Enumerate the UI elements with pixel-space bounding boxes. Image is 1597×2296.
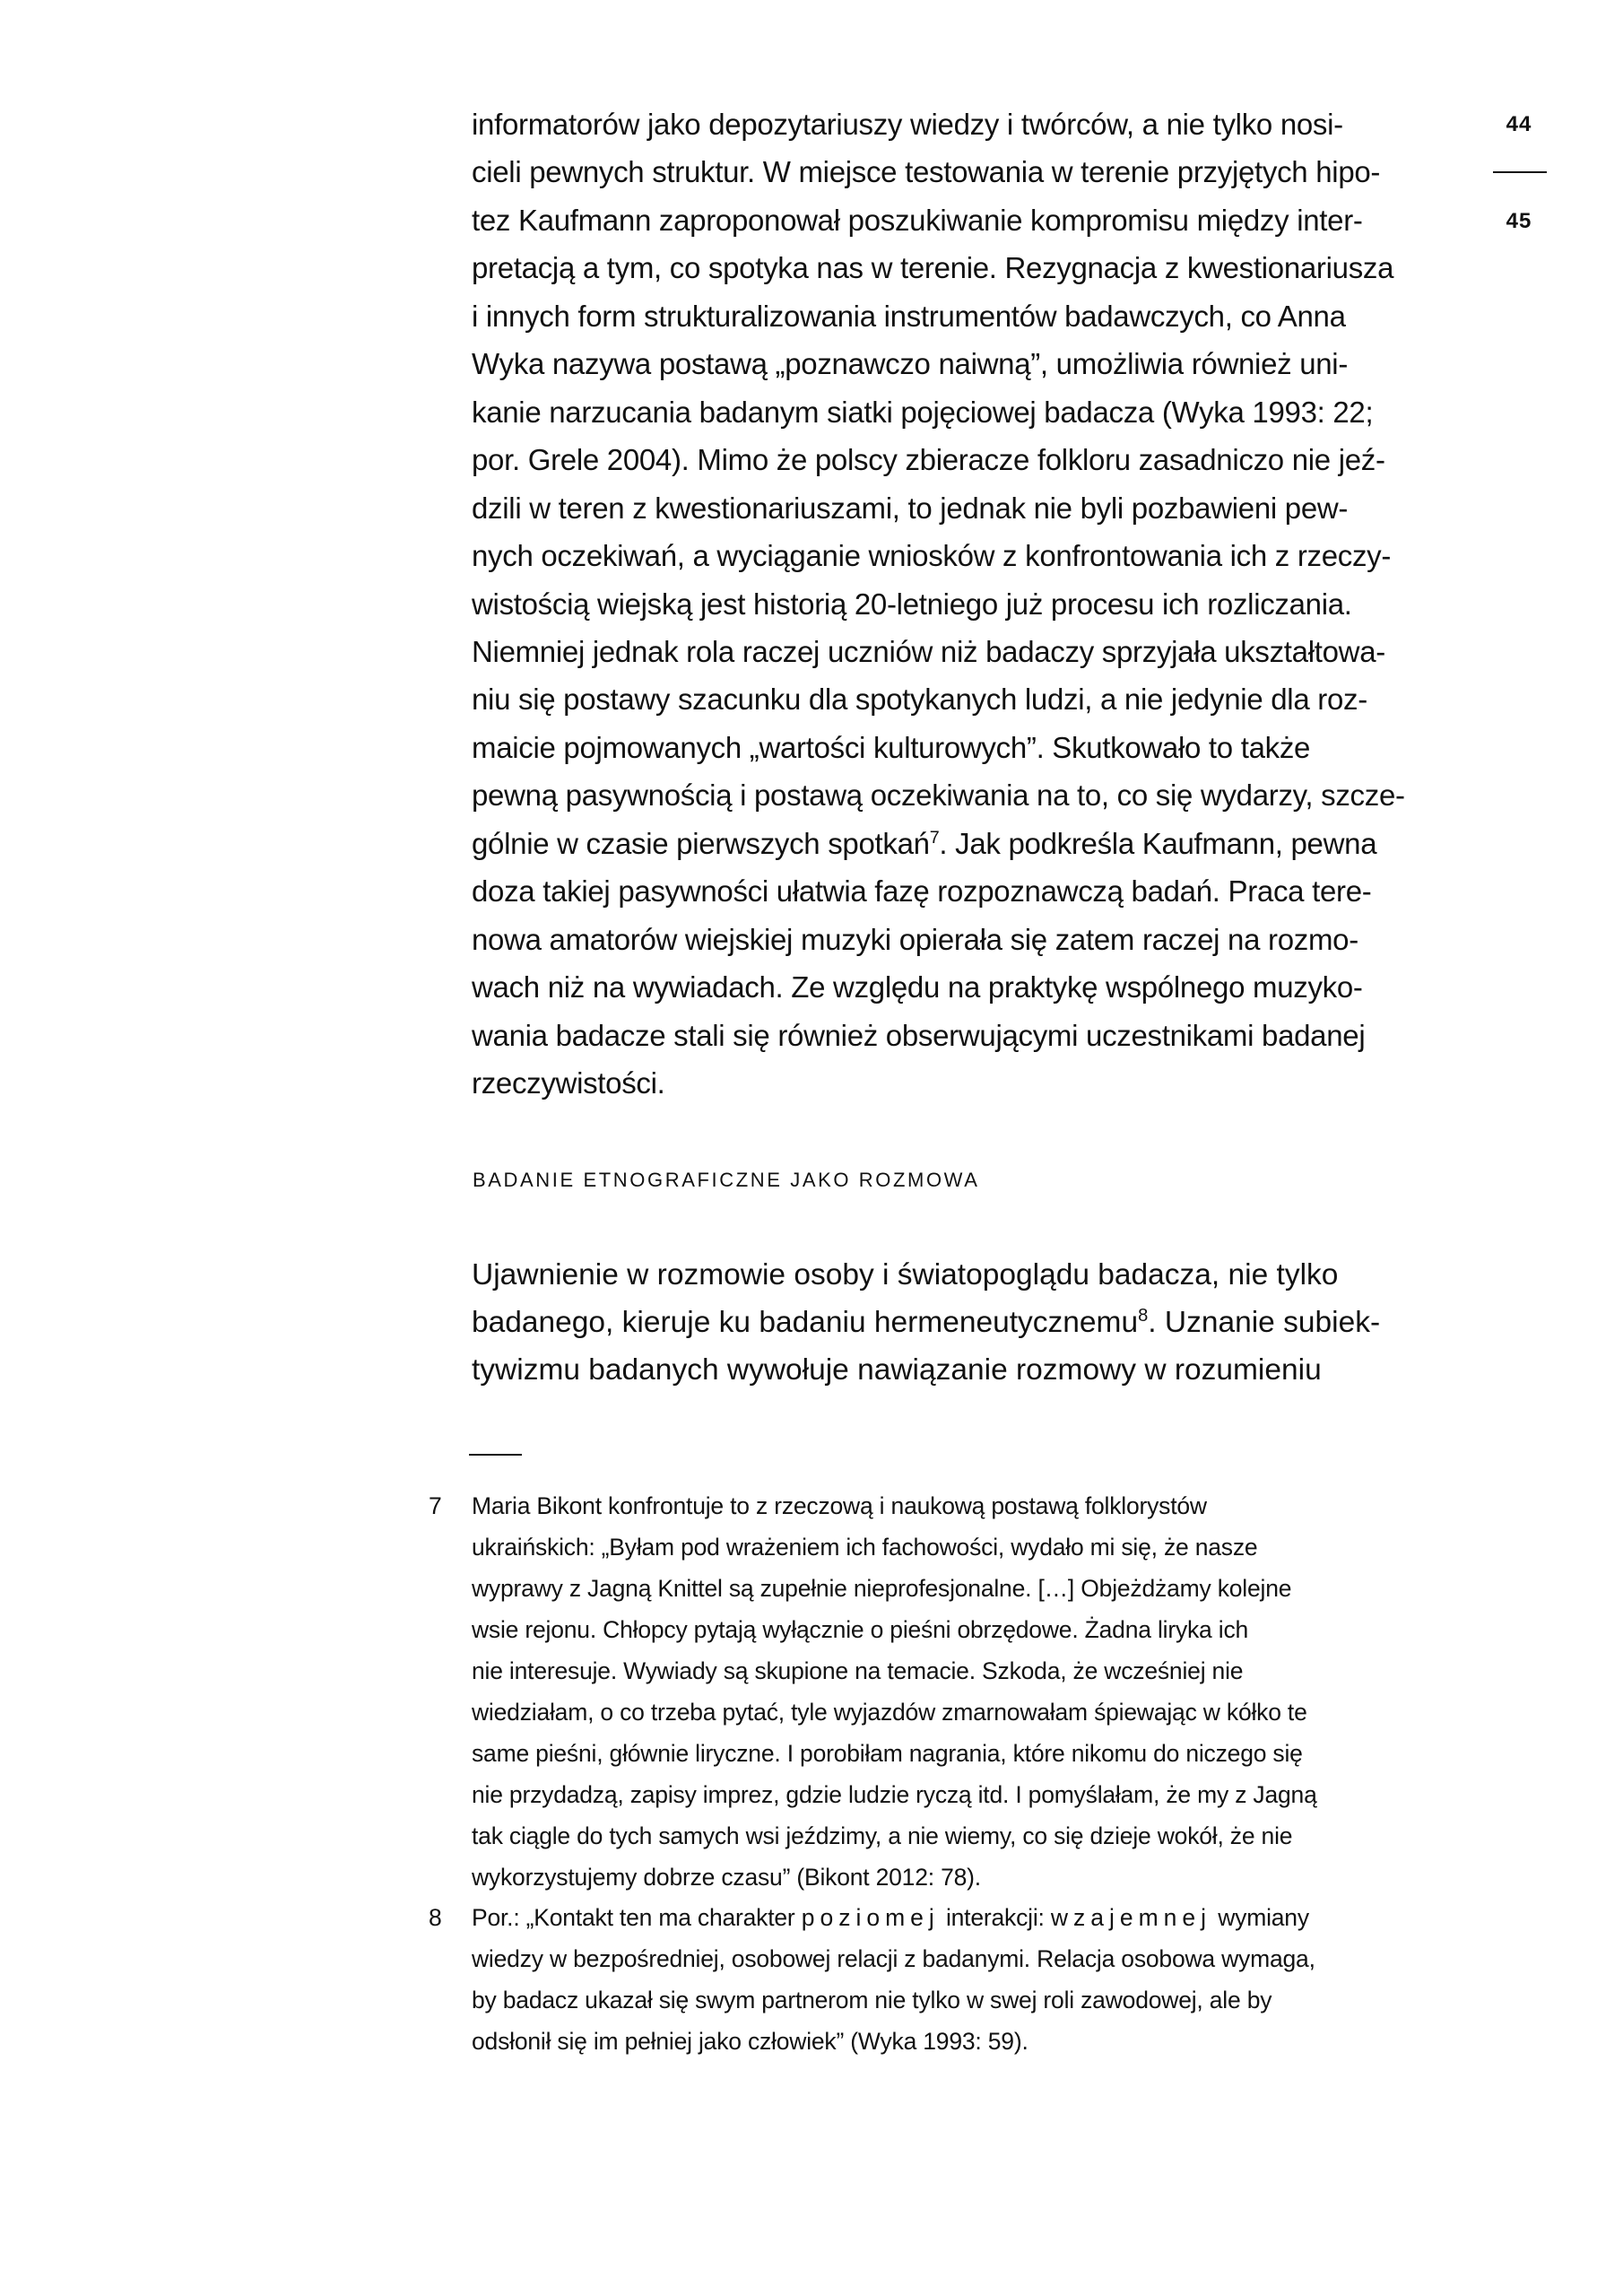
body-line: kanie narzucania badanym siatki pojęciowej badacza (Wyka 1993: 22;: [472, 396, 1374, 429]
footnote-line: tak ciągle do tych samych wsi jeździmy, a nie wiemy, co się dzieje wokół, że nie: [472, 1822, 1293, 1849]
body-line: [472, 1305, 1381, 1339]
body-line: niu się postawy szacunku dla spotykanych ludzi, a nie jedynie dla roz-: [472, 683, 1367, 716]
footnote-line: wiedzy w bezpośredniej, osobowej relacji z badanymi. Relacja osobowa wymaga,: [472, 1945, 1315, 1972]
body-line: wistością wiejską jest historią 20-letniego już procesu ich rozliczania.: [472, 587, 1352, 621]
body-line: nowa amatorów wiejskiej muzyki opierała się zatem raczej na rozmo-: [472, 923, 1358, 956]
section-heading: BADANIE ETNOGRAFICZNE JAKO ROZMOWA: [473, 1169, 980, 1191]
footnote-number: 7: [429, 1492, 442, 1519]
body-line: nych oczekiwań, a wyciąganie wniosków z konfrontowania ich z rzeczy-: [472, 539, 1392, 572]
footnote-reference-8[interactable]: 8: [1138, 1305, 1149, 1326]
body-line: Wyka nazywa postawą „poznawczo naiwną”, umożliwia również uni-: [472, 347, 1349, 380]
footnote-line: nie interesuje. Wywiady są skupione na temacie. Szkoda, że wcześniej nie: [472, 1657, 1244, 1684]
footnote-line: same pieśni, głównie liryczne. I porobiłam nagrania, które nikomu do niczego się: [472, 1740, 1303, 1767]
body-line: doza takiej pasywności ułatwia fazę rozpoznawczą badań. Praca tere-: [472, 874, 1372, 908]
body-line: Ujawnienie w rozmowie osoby i światopoglądu badacza, nie tylko: [472, 1258, 1339, 1292]
body-line: i innych form strukturalizowania instrumentów badawczych, co Anna: [472, 300, 1346, 333]
body-line: tez Kaufmann zaproponował poszukiwanie kompromisu między inter-: [472, 204, 1363, 237]
footnote-line: wykorzystujemy dobrze czasu” (Bikont 2012: 78).: [472, 1864, 981, 1891]
spaced-emphasis: wzajemnej: [1050, 1904, 1212, 1931]
body-line-text: gólnie w czasie pierwszych spotkań: [472, 827, 930, 860]
footnote-reference-7[interactable]: 7: [929, 828, 940, 848]
body-line: maicie pojmowanych „wartości kulturowych”. Skutkowało to także: [472, 731, 1311, 764]
footnote-line: ukraińskich: „Byłam pod wrażeniem ich fachowości, wydało mi się, że nasze: [472, 1534, 1258, 1561]
body-line: Niemniej jednak rola raczej uczniów niż badaczy sprzyjała ukształtowa-: [472, 635, 1385, 668]
footnote-line: nie przydadzą, zapisy imprez, gdzie ludzie ryczą itd. I pomyślałam, że my z Jagną: [472, 1781, 1317, 1808]
body-line: pretacją a tym, co spotyka nas w terenie. Rezygnacja z kwestionariusza: [472, 251, 1394, 284]
body-line: pewną pasywnością i postawą oczekiwania na to, co się wydarzy, szcze-: [472, 778, 1405, 812]
body-line-text: . Jak podkreśla Kaufmann, pewna: [939, 827, 1377, 860]
footnote-line: wyprawy z Jagną Knittel są zupełnie nieprofesjonalne. […] Objeżdżamy kolejne: [472, 1575, 1292, 1602]
page-number-separator: [1493, 171, 1547, 173]
footnote-text: Por.: „Kontakt ten ma charakter: [472, 1904, 802, 1931]
body-line: rzeczywistości.: [472, 1066, 665, 1100]
page-number-right: 45: [1506, 209, 1532, 233]
body-line: por. Grele 2004). Mimo że polscy zbieracze folkloru zasadniczo nie jeź-: [472, 443, 1385, 476]
footnote-line: Maria Bikont konfrontuje to z rzeczową i naukową postawą folklorystów: [472, 1492, 1207, 1519]
footnote-separator: [469, 1454, 522, 1456]
body-line: informatorów jako depozytariuszy wiedzy i twórców, a nie tylko nosi-: [472, 108, 1343, 141]
body-line-text: badanego, kieruje ku badaniu hermeneutycznemu: [472, 1306, 1139, 1339]
footnote-line: odsłonił się im pełniej jako człowiek” (Wyka 1993: 59).: [472, 2028, 1029, 2055]
page-number-left: 44: [1506, 112, 1532, 136]
spaced-emphasis: poziomej: [801, 1904, 940, 1931]
body-line: dzili w teren z kwestionariuszami, to jednak nie byli pozbawieni pew-: [472, 491, 1349, 525]
footnote-line: wiedziałam, o co trzeba pytać, tyle wyjazdów zmarnowałam śpiewając w kółko te: [472, 1699, 1307, 1726]
body-line: wania badacze stali się również obserwującymi uczestnikami badanej: [472, 1019, 1366, 1052]
body-line: [472, 829, 1376, 858]
footnote-number: 8: [429, 1904, 442, 1931]
footnote-text: wymiany: [1211, 1904, 1309, 1931]
body-line-text: . Uznanie subiek-: [1148, 1306, 1381, 1339]
body-line: wach niż na wywiadach. Ze względu na praktykę wspólnego muzyko-: [472, 970, 1363, 1004]
footnote-text: interakcji:: [939, 1904, 1051, 1931]
footnote-line: [472, 1906, 1309, 1930]
body-line: tywizmu badanych wywołuje nawiązanie rozmowy w rozumieniu: [472, 1353, 1322, 1387]
body-line: cieli pewnych struktur. W miejsce testowania w terenie przyjętych hipo-: [472, 155, 1381, 188]
footnote-line: wsie rejonu. Chłopcy pytają wyłącznie o pieśni obrzędowe. Żadna liryka ich: [472, 1616, 1249, 1643]
footnote-line: by badacz ukazał się swym partnerom nie tylko w swej roli zawodowej, ale by: [472, 1987, 1272, 2013]
